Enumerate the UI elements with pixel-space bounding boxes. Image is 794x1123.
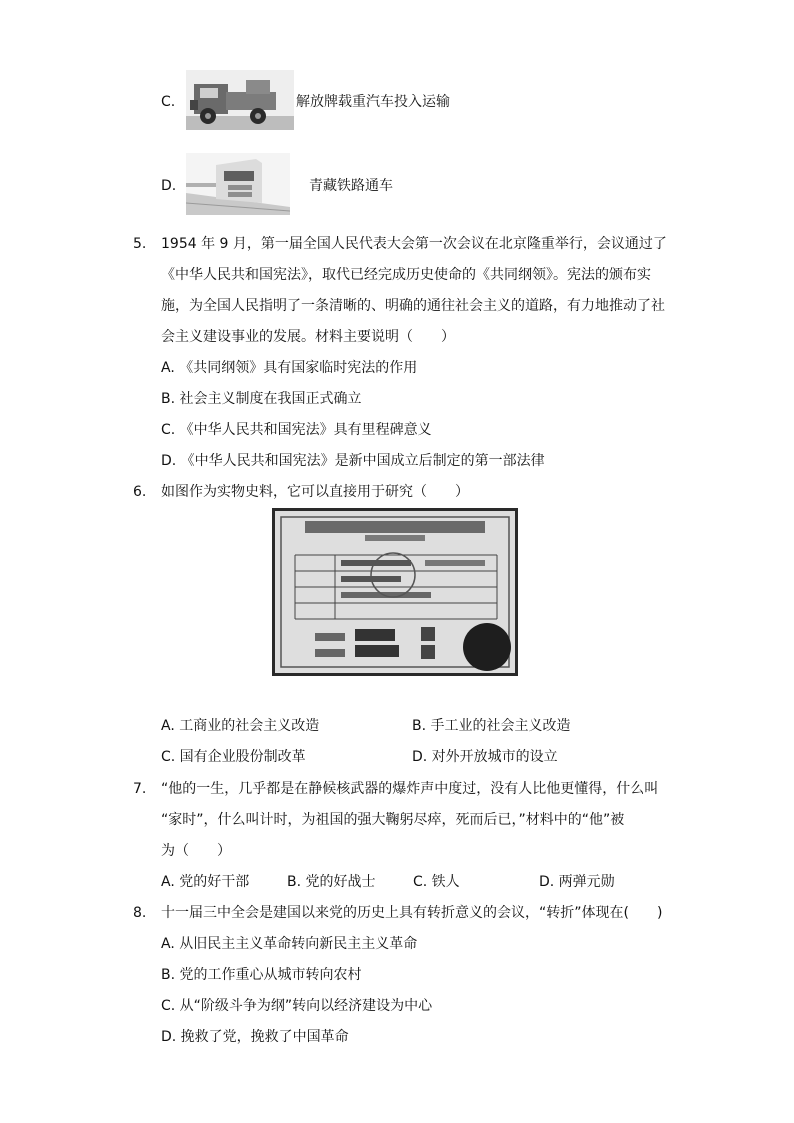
question-text-line: “家时”，什么叫计时，为祖国的强大鞠躬尽瘁，死而后已，”材料中的“他”被 <box>161 812 625 828</box>
option-b: B. 党的工作重心从城市转向农村 <box>161 967 362 983</box>
option-text: 青藏铁路通车 <box>309 178 393 194</box>
question-number: 6. <box>133 484 147 500</box>
option-d: D. 两弹元勋 <box>539 874 615 890</box>
option-c: C. 《中华人民共和国宪法》具有里程碑意义 <box>161 422 432 438</box>
share-certificate-icon <box>272 508 518 676</box>
question-text-line: 会主义建设事业的发展。材料主要说明（ ） <box>161 329 455 345</box>
question-text: 如图作为实物史料，它可以直接用于研究（ ） <box>161 484 469 500</box>
option-a: A. 工商业的社会主义改造 <box>161 718 320 734</box>
option-b: B. 社会主义制度在我国正式确立 <box>161 391 362 407</box>
option-a: A. 《共同纲领》具有国家临时宪法的作用 <box>161 360 418 376</box>
option-text: 解放牌载重汽车投入运输 <box>296 94 450 110</box>
question-text-line: 《中华人民共和国宪法》，取代已经完成历史使命的《共同纲领》。宪法的颁布实 <box>161 267 651 283</box>
option-b: B. 党的好战士 <box>287 874 376 890</box>
question-number: 5. <box>133 236 147 252</box>
question-text-line: 施，为全国人民指明了一条清晰的、明确的通往社会主义的道路，有力地推动了社 <box>161 298 665 314</box>
question-number: 7. <box>133 781 147 797</box>
train-photo-icon <box>186 153 290 215</box>
option-a: A. 从旧民主主义革命转向新民主主义革命 <box>161 936 418 952</box>
option-b: B. 手工业的社会主义改造 <box>412 718 571 734</box>
option-c: C. 国有企业股份制改革 <box>161 749 306 765</box>
question-text: 十一届三中全会是建国以来党的历史上具有转折意义的会议，“转折”体现在( ) <box>161 905 663 921</box>
question-text-line: “他的一生，几乎都是在静候核武器的爆炸声中度过，没有人比他更懂得，什么叫 <box>161 781 659 797</box>
option-c: C. 铁人 <box>413 874 460 890</box>
question-text-line: 为（ ） <box>161 843 231 859</box>
question-text-line: 1954 年 9 月，第一届全国人民代表大会第一次会议在北京隆重举行，会议通过了 <box>161 236 667 252</box>
option-letter: C. <box>161 94 176 110</box>
question-number: 8. <box>133 905 147 921</box>
option-c: C. 从“阶级斗争为纲”转向以经济建设为中心 <box>161 998 433 1014</box>
option-d: D. 挽救了党，挽救了中国革命 <box>161 1029 349 1045</box>
truck-photo-icon <box>186 70 294 130</box>
option-d: D. 对外开放城市的设立 <box>412 749 558 765</box>
option-d: D. 《中华人民共和国宪法》是新中国成立后制定的第一部法律 <box>161 453 545 469</box>
option-a: A. 党的好干部 <box>161 874 250 890</box>
option-letter: D. <box>161 178 177 194</box>
